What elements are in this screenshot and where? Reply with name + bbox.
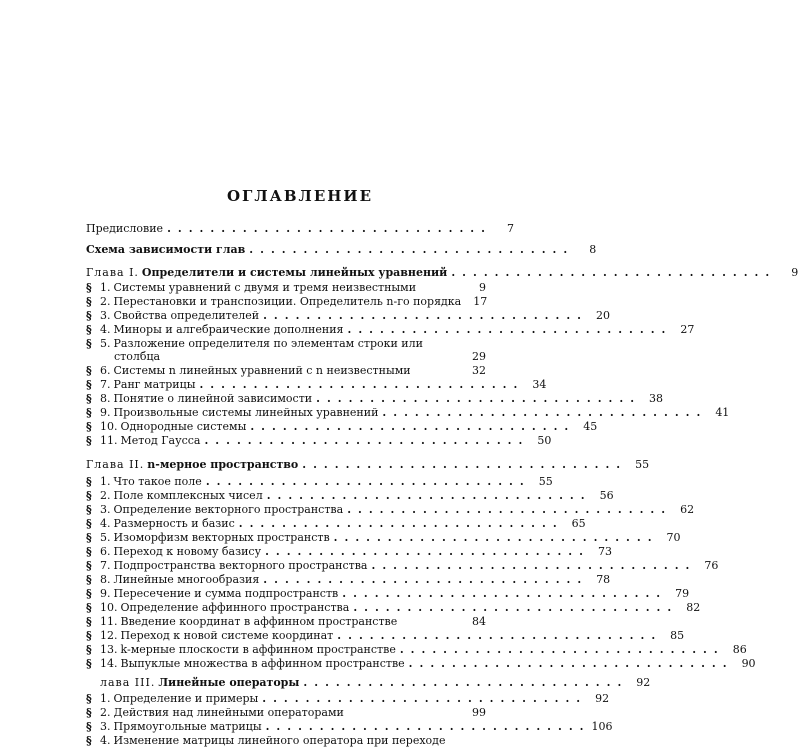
toc-entry[interactable] [86, 420, 598, 434]
section-number: 4. [100, 517, 111, 530]
toc-entry[interactable] [86, 573, 611, 587]
toc-page: 32 [472, 364, 486, 377]
section-sign: § [86, 601, 92, 614]
toc-leader: .............................. [238, 517, 564, 530]
toc-page: 92 [636, 676, 651, 689]
section-sign: § [86, 489, 92, 502]
toc-entry[interactable] [86, 503, 695, 517]
toc-entry[interactable] [86, 657, 756, 671]
toc-page: 73 [597, 545, 612, 558]
toc-page: 55 [635, 458, 650, 471]
toc-entry[interactable] [86, 392, 664, 406]
section-number: 13. [100, 643, 118, 656]
toc-entry[interactable] [86, 531, 681, 545]
toc-label: Системы уравнений с двумя и тремя неизвестными [113, 281, 417, 294]
section-number: 3. [100, 503, 111, 516]
toc-leader: .............................. [353, 601, 679, 614]
section-sign: § [86, 573, 92, 586]
section-number: 2. [100, 489, 111, 502]
toc-entry[interactable] [86, 559, 719, 573]
section-sign: § [86, 503, 92, 516]
section-number: 11. [100, 615, 118, 628]
toc-page: 65 [571, 517, 586, 530]
section-sign: § [86, 475, 92, 488]
section-sign: § [86, 281, 92, 294]
toc-page: 84 [472, 615, 486, 628]
toc-entry[interactable] [86, 475, 553, 489]
toc-entry-preface[interactable] [86, 222, 514, 236]
toc-page: 99 [472, 706, 486, 719]
toc-leader: .............................. [266, 489, 592, 502]
toc-entry[interactable] [86, 295, 486, 309]
toc-page: 55 [538, 475, 553, 488]
toc-entry[interactable] [86, 364, 486, 378]
section-number: 2. [100, 706, 111, 719]
toc-entry[interactable] [86, 615, 486, 629]
toc-entry[interactable] [86, 337, 486, 351]
section-sign: § [86, 629, 92, 642]
toc-label: Разложение определителя по элементам строки или [113, 337, 423, 350]
toc-label: Схема зависимости глав [86, 243, 246, 256]
toc-label: Размерность и базис [113, 517, 235, 530]
toc-label: Переход к новой системе координат [120, 629, 334, 642]
page-title: ОГЛАВЛЕНИЕ [226, 187, 374, 205]
toc-label: Свойства определителей [113, 309, 260, 322]
section-number: 7. [100, 559, 111, 572]
section-number: 7. [100, 378, 111, 391]
toc-label: Произвольные системы линейных уравнений [113, 406, 379, 419]
toc-page: 85 [670, 629, 685, 642]
toc-label: Перестановки и транспозиции. Определитель n-го порядка [113, 295, 462, 308]
toc-leader: .............................. [333, 531, 659, 544]
toc-label: Определители и системы линейных уравнений [141, 266, 448, 279]
toc-entry[interactable] [86, 517, 586, 531]
section-number: 10. [100, 601, 118, 614]
section-sign: § [86, 559, 92, 572]
section-number: 1. [100, 692, 111, 705]
toc-label: Ранг матрицы [113, 378, 196, 391]
section-number: 9. [100, 587, 111, 600]
toc-leader: .............................. [199, 378, 525, 391]
toc-entry[interactable] [86, 378, 547, 392]
toc-page: 92 [595, 692, 610, 705]
section-sign: § [86, 615, 92, 628]
toc-leader: .............................. [382, 406, 708, 419]
section-sign: § [86, 295, 92, 308]
toc-entry[interactable] [86, 643, 747, 657]
toc-leader: .............................. [167, 222, 492, 235]
toc-leader: .............................. [262, 692, 588, 705]
toc-label: Линейные многообразия [113, 573, 260, 586]
toc-leader: .............................. [302, 458, 628, 471]
toc-leader: .............................. [250, 420, 576, 433]
toc-entry[interactable] [86, 720, 613, 734]
toc-leader: .............................. [371, 559, 697, 572]
section-sign: § [86, 531, 92, 544]
toc-label: Подпространства векторного пространства [113, 559, 368, 572]
toc-leader: .............................. [399, 643, 725, 656]
toc-page: 29 [472, 350, 486, 363]
section-number: 8. [100, 573, 111, 586]
toc-label: Пересечение и сумма подпространств [113, 587, 339, 600]
section-sign: § [86, 309, 92, 322]
toc-page: 86 [732, 643, 747, 656]
toc-label: Изоморфизм векторных пространств [113, 531, 330, 544]
toc-label: Метод Гаусса [120, 434, 201, 447]
toc-leader: .............................. [205, 475, 531, 488]
chapter-prefix: лава III. [100, 676, 156, 689]
toc-entry[interactable] [86, 734, 486, 748]
toc-page: 106 [591, 720, 613, 733]
toc-entry[interactable] [86, 323, 695, 337]
chapter-prefix: Глава I. [86, 266, 139, 279]
toc-page: 8 [589, 243, 597, 256]
toc-page: 9 [479, 281, 486, 294]
toc-chapter-2[interactable] [86, 458, 650, 472]
section-number: 10. [100, 420, 118, 433]
toc-entry[interactable] [86, 545, 612, 559]
toc-page: 50 [537, 434, 552, 447]
toc-page: 82 [686, 601, 701, 614]
section-number: 5. [100, 531, 111, 544]
section-sign: § [86, 545, 92, 558]
section-sign: § [86, 420, 92, 433]
section-number: 8. [100, 392, 111, 405]
toc-page: 79 [675, 587, 690, 600]
toc-leader: .............................. [265, 720, 591, 733]
toc-page: 70 [666, 531, 681, 544]
toc-leader: .............................. [451, 266, 777, 279]
toc-leader: .............................. [249, 243, 575, 256]
toc-page: 78 [596, 573, 611, 586]
section-number: 4. [100, 734, 111, 747]
toc-leader: .............................. [265, 545, 590, 558]
toc-page: 9 [791, 266, 798, 279]
toc-label: Поле комплексных чисел [113, 489, 263, 502]
toc-entry[interactable] [86, 406, 730, 420]
toc-label: Определение и примеры [113, 692, 259, 705]
toc-page: 56 [599, 489, 614, 502]
toc-label: Линейные операторы [158, 676, 300, 689]
toc-page: 90 [741, 657, 756, 670]
section-number: 3. [100, 720, 111, 733]
section-sign: § [86, 434, 92, 447]
toc-page: 41 [715, 406, 730, 419]
toc-chapter-1[interactable] [86, 266, 798, 280]
toc-entry[interactable] [86, 692, 610, 706]
toc-entry-scheme[interactable] [86, 243, 597, 257]
toc-entry[interactable] [86, 309, 610, 323]
toc-label: k-мерные плоскости в аффинном пространстве [120, 643, 396, 656]
section-number: 14. [100, 657, 118, 670]
section-sign: § [86, 323, 92, 336]
section-number: 3. [100, 309, 111, 322]
toc-page: 20 [595, 309, 610, 322]
toc-label: Выпуклые множества в аффинном пространстве [120, 657, 405, 670]
toc-label-continuation: столбца [114, 350, 161, 363]
toc-label: Определение аффинного пространства [120, 601, 350, 614]
section-sign: § [86, 517, 92, 530]
toc-entry[interactable] [86, 706, 486, 720]
section-sign: § [86, 643, 92, 656]
section-number: 11. [100, 434, 118, 447]
toc-leader: .............................. [347, 503, 673, 516]
toc-label: Миноры и алгебраические дополнения [113, 323, 344, 336]
section-number: 1. [100, 475, 111, 488]
toc-page: 62 [680, 503, 695, 516]
toc-leader: .............................. [347, 323, 673, 336]
toc-label: Системы n линейных уравнений с n неизвестными [113, 364, 411, 377]
toc-leader: .............................. [342, 587, 668, 600]
section-sign: § [86, 392, 92, 405]
section-sign: § [86, 734, 92, 747]
toc-label: Что такое поле [113, 475, 202, 488]
toc-label: Определение векторного пространства [113, 503, 344, 516]
section-number: 5. [100, 337, 111, 350]
toc-leader: .............................. [263, 573, 589, 586]
section-sign: § [86, 406, 92, 419]
toc-page: 76 [704, 559, 719, 572]
toc-leader: .............................. [316, 392, 642, 405]
section-number: 12. [100, 629, 118, 642]
section-sign: § [86, 587, 92, 600]
toc-leader: .............................. [337, 629, 663, 642]
toc-chapter-3[interactable] [86, 676, 651, 690]
section-sign: § [86, 378, 92, 391]
section-number: 2. [100, 295, 111, 308]
toc-entry[interactable] [86, 489, 614, 503]
section-sign: § [86, 337, 92, 350]
toc-label: n-мерное пространство [147, 458, 299, 471]
toc-leader: .............................. [303, 676, 629, 689]
section-number: 4. [100, 323, 111, 336]
toc-page: 38 [649, 392, 664, 405]
section-sign: § [86, 692, 92, 705]
toc-page: 17 [473, 295, 488, 308]
toc-label: Переход к новому базису [113, 545, 262, 558]
toc-page: 7 [506, 222, 514, 235]
toc-label: Однородные системы [120, 420, 247, 433]
toc-entry[interactable] [86, 281, 486, 295]
section-sign: § [86, 657, 92, 670]
toc-entry[interactable] [86, 587, 690, 601]
section-sign: § [86, 706, 92, 719]
toc-leader: .............................. [204, 434, 530, 447]
toc-label: Прямоугольные матрицы [113, 720, 262, 733]
toc-leader: .............................. [408, 657, 734, 670]
section-sign: § [86, 364, 92, 377]
toc-label: Понятие о линейной зависимости [113, 392, 313, 405]
section-number: 6. [100, 545, 111, 558]
toc-leader: .............................. [263, 309, 588, 322]
section-number: 6. [100, 364, 111, 377]
toc-page: 34 [532, 378, 547, 391]
section-number: 1. [100, 281, 111, 294]
chapter-prefix: Глава II. [86, 458, 145, 471]
toc-label: Изменение матрицы линейного оператора при переходе [113, 734, 446, 747]
toc-label: Действия над линейными операторами [113, 706, 344, 719]
toc-page: 45 [583, 420, 598, 433]
section-number: 9. [100, 406, 111, 419]
toc-entry[interactable] [86, 629, 685, 643]
toc-label: Введение координат в аффинном пространстве [120, 615, 398, 628]
toc-entry[interactable] [86, 434, 552, 448]
toc-page: 27 [680, 323, 695, 336]
toc-label: Предисловие [86, 222, 164, 235]
toc-entry[interactable] [86, 601, 701, 615]
section-sign: § [86, 720, 92, 733]
